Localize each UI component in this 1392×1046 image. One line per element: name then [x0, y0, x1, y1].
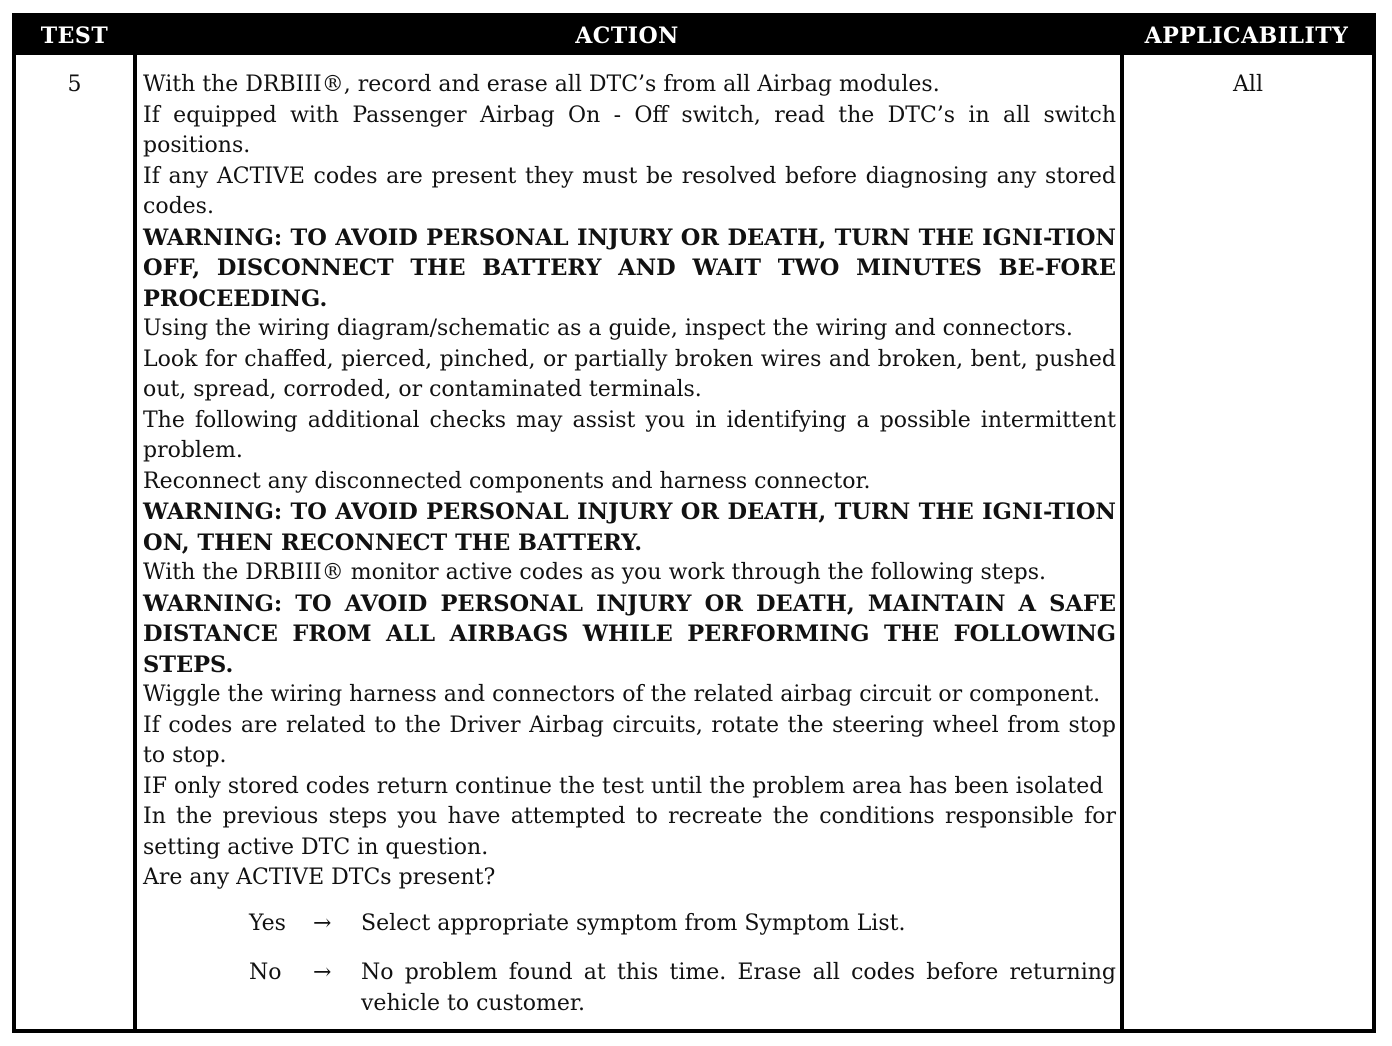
action-line: Using the wiring diagram/schematic as a guide, inspect the wiring and connectors. — [143, 316, 1073, 341]
test-number: 5 — [67, 72, 82, 97]
option-label: Yes — [249, 910, 286, 936]
action-line: The following additional checks may assist you in identifying a possible intermittent problem. — [143, 407, 1116, 463]
column-divider — [1120, 55, 1124, 1029]
arrow-icon: → — [313, 960, 332, 985]
action-cell — [143, 70, 1116, 1038]
table-header — [16, 17, 1372, 55]
header-test: TEST — [40, 23, 109, 49]
header-applicability: APPLICABILITY — [1144, 23, 1349, 49]
action-line: If codes are related to the Driver Airbag circuits, rotate the steering wheel from stop to stop. — [143, 712, 1116, 768]
arrow-icon: → — [313, 910, 332, 936]
diagnostic-table — [12, 13, 1376, 1033]
applicability-value: All — [1233, 72, 1263, 97]
action-line: If any ACTIVE codes are present they must be resolved before diagnosing any stored codes. — [143, 163, 1116, 219]
header-action: ACTION — [575, 23, 679, 49]
option-yes — [143, 909, 1116, 940]
action-line: IF only stored codes return continue the test until the problem area has been isolated — [143, 773, 1104, 799]
warning-text: WARNING: TO AVOID PERSONAL INJURY OR DEATH, MAINTAIN A SAFE DISTANCE FROM ALL AIRBAGS WHILE PERFORMING THE FOLLOWING STEPS. — [143, 590, 1116, 678]
option-no — [143, 958, 1116, 1019]
option-label: No — [249, 960, 282, 985]
action-line: With the DRBIII®, record and erase all DTC’s from all Airbag modules. — [143, 72, 940, 97]
action-line: Wiggle the wiring harness and connectors of the related airbag circuit or component. — [143, 682, 1101, 707]
warning-text: WARNING: TO AVOID PERSONAL INJURY OR DEATH, TURN THE IGNI-TION ON, THEN RECONNECT THE BATTERY. — [143, 499, 1116, 556]
warning-text: WARNING: TO AVOID PERSONAL INJURY OR DEATH, TURN THE IGNI-TION OFF, DISCONNECT THE BATTERY AND WAIT TWO MINUTES BE-FORE PROCEEDING. — [143, 224, 1116, 312]
option-text: Select appropriate symptom from Symptom List. — [361, 910, 906, 936]
action-line: In the previous steps you have attempted to recreate the conditions responsible for setting active DTC in question. — [143, 804, 1116, 860]
column-divider — [133, 55, 137, 1029]
action-line: Reconnect any disconnected components and harness connector. — [143, 468, 871, 494]
action-question: Are any ACTIVE DTCs present? — [143, 865, 496, 890]
option-text: No problem found at this time. Erase all codes before returning vehicle to customer. — [361, 960, 1116, 1016]
action-line: With the DRBIII® monitor active codes as you work through the following steps. — [143, 560, 1047, 585]
action-line: Look for chaffed, pierced, pinched, or partially broken wires and broken, bent, pushed out, spread, corroded, or contaminated terminals. — [143, 346, 1116, 402]
answer-options — [143, 909, 1116, 1020]
action-line: If equipped with Passenger Airbag On - Off switch, read the DTC’s in all switch positions. — [143, 102, 1116, 158]
